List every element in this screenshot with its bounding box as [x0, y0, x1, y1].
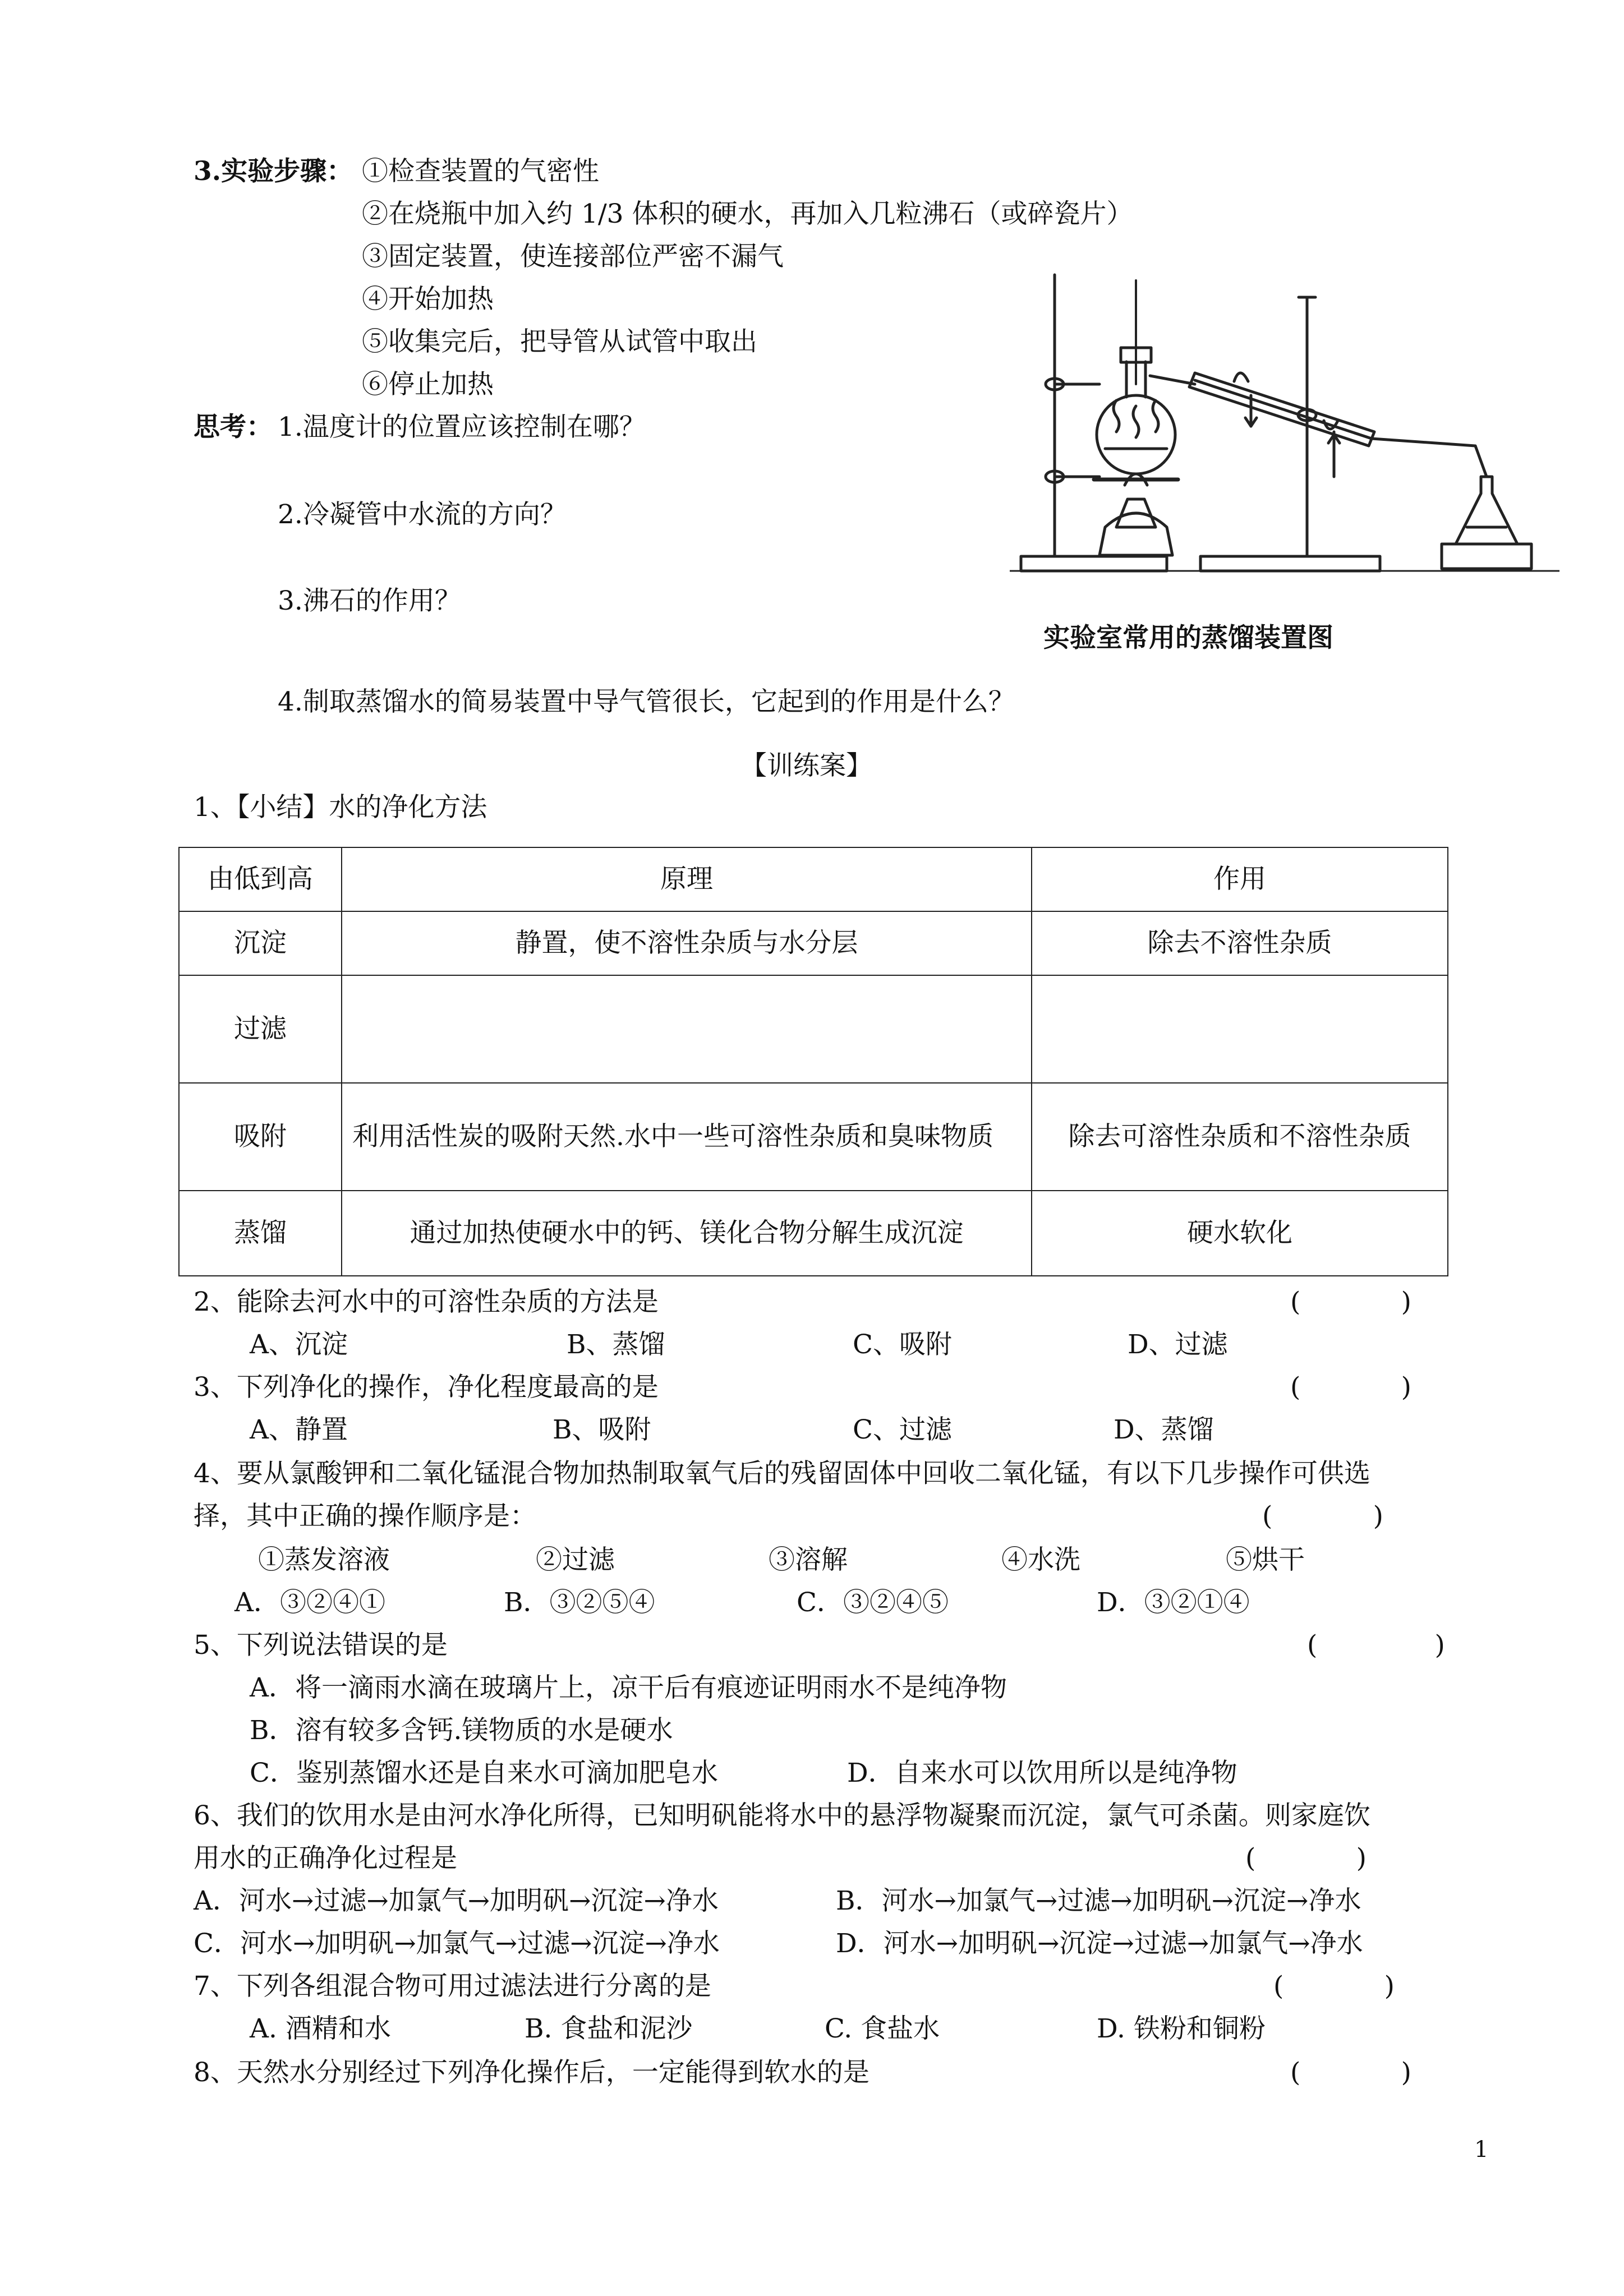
- option-c: C．③②④⑤: [797, 1587, 949, 1618]
- question-stem: 8、天然水分别经过下列净化操作后，一定能得到软水的是: [194, 2057, 869, 2088]
- operation-item: ③溶解: [769, 1545, 848, 1575]
- option-a: A. 酒精和水: [250, 2013, 391, 2044]
- question-stem: 7、下列各组混合物可用过滤法进行分离的是: [194, 1971, 711, 2002]
- table-header: 作用: [1032, 847, 1448, 911]
- table-header-row: [179, 847, 1448, 911]
- answer-blank: ( ): [1290, 1372, 1411, 1403]
- page-number: 1: [1474, 2137, 1489, 2163]
- question-stem-cont: 择，其中正确的操作顺序是：: [194, 1501, 536, 1532]
- method-cell: 吸附: [179, 1083, 342, 1191]
- effect-cell: 除去不溶性杂质: [1032, 911, 1448, 975]
- table-row: [179, 975, 1448, 1083]
- principle-cell: 静置，使不溶性杂质与水分层: [342, 911, 1032, 975]
- effect-cell: [1032, 975, 1448, 1083]
- section-title: 【训练案】: [740, 750, 872, 781]
- effect-cell: 硬水软化: [1032, 1191, 1448, 1276]
- table-header: 由低到高: [179, 847, 342, 911]
- question-stem: 6、我们的饮用水是由河水净化所得，已知明矾能将水中的悬浮物凝聚而沉淀，氯气可杀菌。则家庭饮: [194, 1800, 1370, 1831]
- method-cell: 沉淀: [179, 911, 342, 975]
- answer-blank: ( ): [1307, 1630, 1445, 1661]
- option-d: D、过滤: [1128, 1329, 1228, 1360]
- option-a: A、静置: [250, 1414, 348, 1445]
- step-item: ③固定装置，使连接部位严密不漏气: [362, 241, 784, 272]
- option-b: B、蒸馏: [567, 1329, 665, 1360]
- question-stem: 4、要从氯酸钾和二氧化锰混合物加热制取氧气后的残留固体中回收二氧化锰，有以下几步操作可供选: [194, 1458, 1370, 1489]
- steps-heading: 3.实验步骤：: [194, 156, 353, 187]
- option-d: D．河水→加明矾→沉淀→过滤→加氯气→净水: [836, 1928, 1363, 1959]
- stand-base-left: [1021, 556, 1167, 571]
- principle-cell: 通过加热使硬水中的钙、镁化合物分解生成沉淀: [342, 1191, 1032, 1276]
- purification-table: [178, 847, 1448, 1276]
- method-cell: 蒸馏: [179, 1191, 342, 1276]
- method-cell: 过滤: [179, 975, 342, 1083]
- option-d: D．自来水可以饮用所以是纯净物: [847, 1758, 1237, 1788]
- option-b: B. 食盐和泥沙: [525, 2013, 693, 2044]
- effect-cell: 除去可溶性杂质和不溶性杂质: [1032, 1083, 1448, 1191]
- think-question: 4.制取蒸馏水的简易装置中导气管很长，它起到的作用是什么？: [278, 686, 1015, 717]
- answer-blank: ( ): [1290, 2057, 1411, 2088]
- operation-item: ④水洗: [1001, 1545, 1080, 1575]
- figure-caption: 实验室常用的蒸馏装置图: [1043, 623, 1333, 653]
- table-row: [179, 1083, 1448, 1191]
- question-stem-cont: 用水的正确净化过程是: [194, 1843, 457, 1874]
- answer-blank: ( ): [1262, 1501, 1383, 1532]
- option-a: A．河水→过滤→加氯气→加明矾→沉淀→净水: [194, 1885, 719, 1916]
- operation-item: ①蒸发溶液: [258, 1545, 390, 1575]
- option-b: B．河水→加氯气→过滤→加明矾→沉淀→净水: [836, 1885, 1361, 1916]
- option-c: C. 食盐水: [825, 2013, 940, 2044]
- question-stem: 3、下列净化的操作，净化程度最高的是: [194, 1372, 659, 1403]
- principle-cell: [342, 975, 1032, 1083]
- operation-item: ②过滤: [536, 1545, 615, 1575]
- option-d: D. 铁粉和铜粉: [1097, 2013, 1266, 2044]
- step-item: ④开始加热: [362, 284, 494, 315]
- answer-blank: ( ): [1273, 1971, 1395, 2002]
- operation-item: ⑤烘干: [1226, 1545, 1305, 1575]
- option-a: A．将一滴雨水滴在玻璃片上，凉干后有痕迹证明雨水不是纯净物: [250, 1672, 1007, 1703]
- distillation-apparatus-icon: [1010, 264, 1559, 578]
- think-question: 3.沸石的作用？: [278, 585, 461, 616]
- think-question: 1.温度计的位置应该控制在哪？: [278, 412, 646, 442]
- think-label: 思考：: [194, 412, 273, 442]
- option-c: C．河水→加明矾→加氯气→过滤→沉淀→净水: [194, 1928, 720, 1959]
- option-c: C．鉴别蒸馏水还是自来水可滴加肥皂水: [250, 1758, 718, 1788]
- option-a: A．③②④①: [234, 1587, 385, 1618]
- option-b: B、吸附: [553, 1414, 651, 1445]
- option-b: B．③②⑤④: [504, 1587, 655, 1618]
- summary-heading: 1、【小结】水的净化方法: [194, 792, 487, 823]
- answer-blank: ( ): [1290, 1287, 1411, 1317]
- step-item: ①检查装置的气密性: [362, 156, 599, 187]
- receiving-flask-icon: [1456, 477, 1517, 544]
- step-item: ②在烧瓶中加入约 1/3 体积的硬水，再加入几粒沸石（或碎瓷片）: [362, 199, 1133, 229]
- option-c: C、过滤: [853, 1414, 952, 1445]
- table-row: [179, 1191, 1448, 1276]
- table-row: [179, 911, 1448, 975]
- question-stem: 2、能除去河水中的可溶性杂质的方法是: [194, 1287, 659, 1317]
- option-d: D、蒸馏: [1114, 1414, 1214, 1445]
- table-header: 原理: [342, 847, 1032, 911]
- principle-cell: 利用活性炭的吸附天然.水中一些可溶性杂质和臭味物质: [342, 1083, 1032, 1191]
- question-stem: 5、下列说法错误的是: [194, 1630, 448, 1661]
- option-a: A、沉淀: [250, 1329, 348, 1360]
- stand-base-right: [1200, 556, 1380, 571]
- step-item: ⑤收集完后，把导管从试管中取出: [362, 326, 757, 357]
- option-c: C、吸附: [853, 1329, 952, 1360]
- option-d: D．③②①④: [1097, 1587, 1250, 1618]
- answer-blank: ( ): [1245, 1843, 1367, 1874]
- step-item: ⑥停止加热: [362, 369, 494, 400]
- option-b: B．溶有较多含钙.镁物质的水是硬水: [250, 1715, 673, 1746]
- think-question: 2.冷凝管中水流的方向？: [278, 499, 567, 530]
